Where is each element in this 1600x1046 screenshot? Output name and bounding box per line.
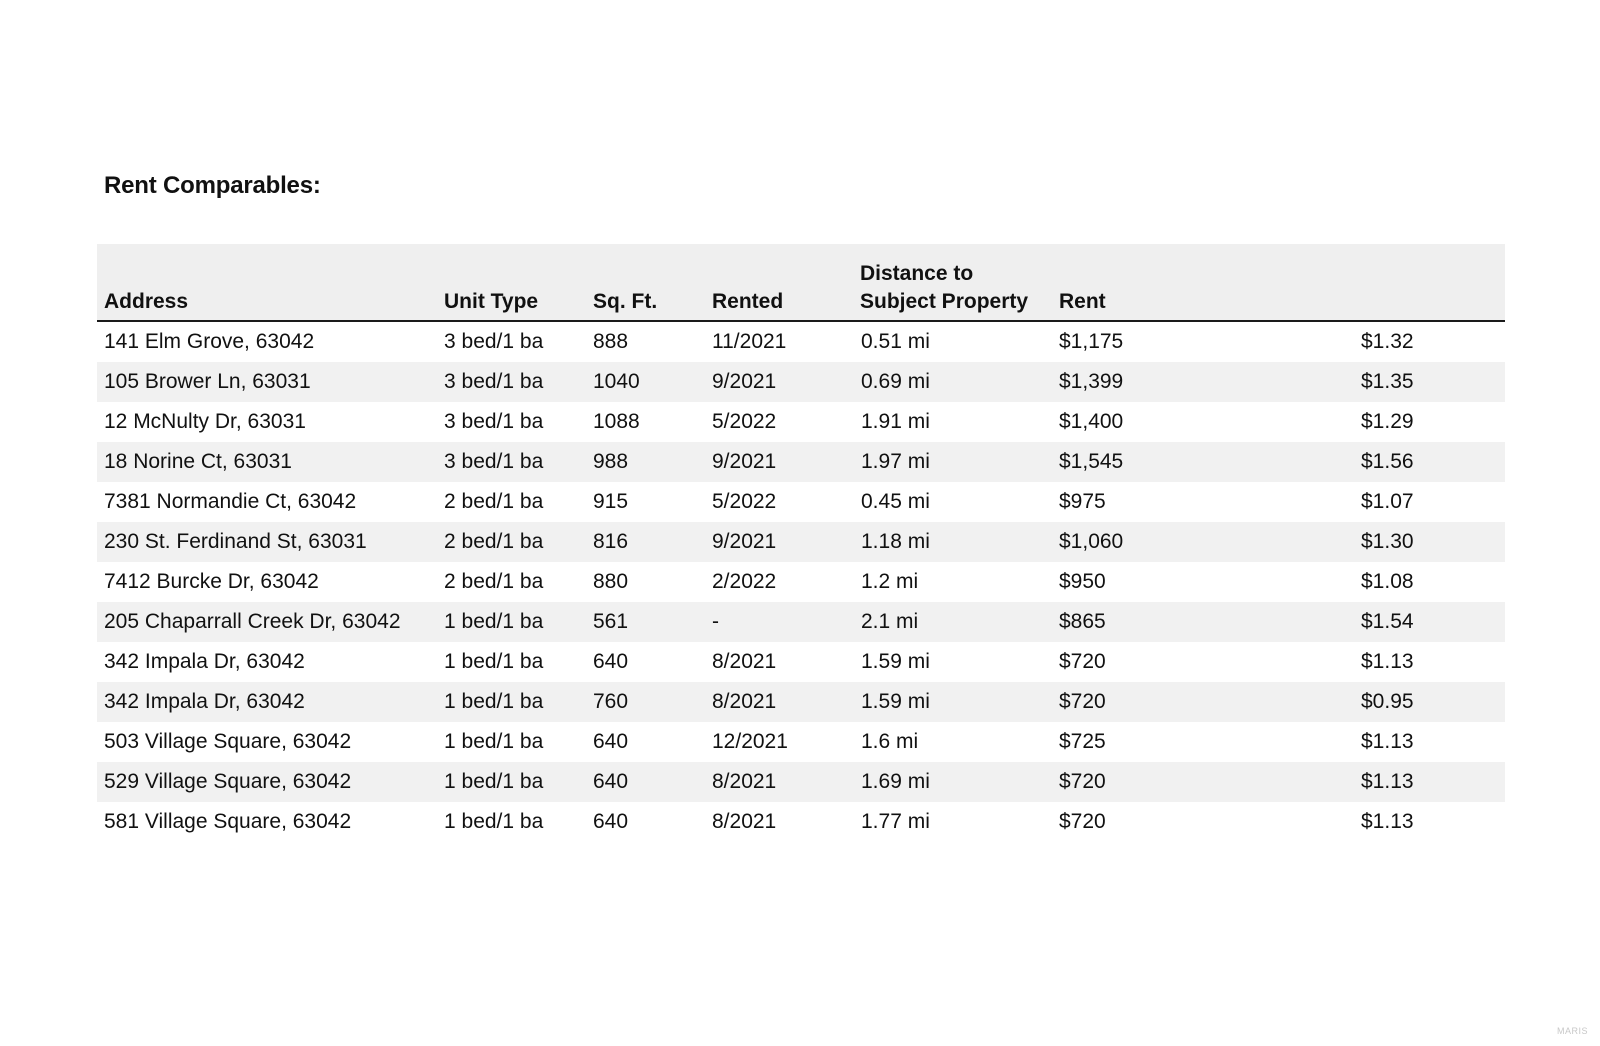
cell-distance: 1.77 mi xyxy=(861,810,930,833)
cell-unit-type: 2 bed/1 ba xyxy=(444,490,544,513)
cell-price-per-sqft: $1.35 xyxy=(1361,370,1414,393)
cell-price-per-sqft: $1.30 xyxy=(1361,530,1414,553)
cell-sqft: 1088 xyxy=(593,410,640,433)
cell-price-per-sqft: $1.54 xyxy=(1361,610,1414,633)
cell-price-per-sqft: $1.07 xyxy=(1361,490,1414,513)
cell-rent: $725 xyxy=(1059,730,1106,753)
cell-price-per-sqft: $0.95 xyxy=(1361,690,1414,713)
cell-sqft: 988 xyxy=(593,450,629,473)
cell-address: 581 Village Square, 63042 xyxy=(104,810,352,833)
cell-unit-type: 3 bed/1 ba xyxy=(444,450,544,473)
cell-price-per-sqft: $1.32 xyxy=(1361,330,1414,353)
cell-rented: 8/2021 xyxy=(712,810,777,833)
cell-price-per-sqft: $1.29 xyxy=(1361,410,1414,433)
cell-rented: 9/2021 xyxy=(712,450,777,473)
header-distance-line2: Subject Property xyxy=(860,290,1029,313)
cell-unit-type: 2 bed/1 ba xyxy=(444,530,544,553)
cell-sqft: 640 xyxy=(593,770,629,793)
cell-price-per-sqft: $1.08 xyxy=(1361,570,1414,593)
cell-rented: 5/2022 xyxy=(712,490,777,513)
watermark: MARIS xyxy=(1556,1026,1588,1036)
cell-address: 342 Impala Dr, 63042 xyxy=(104,690,305,713)
cell-address: 7381 Normandie Ct, 63042 xyxy=(104,490,357,513)
cell-sqft: 816 xyxy=(593,530,629,553)
table-row xyxy=(97,522,1505,562)
cell-unit-type: 3 bed/1 ba xyxy=(444,370,544,393)
cell-unit-type: 1 bed/1 ba xyxy=(444,690,544,713)
table-header xyxy=(97,244,1505,322)
header-sqft: Sq. Ft. xyxy=(593,290,658,313)
table-row xyxy=(97,482,1505,522)
table-row xyxy=(97,402,1505,442)
cell-sqft: 880 xyxy=(593,570,629,593)
cell-rented: 2/2022 xyxy=(712,570,777,593)
cell-rented: 8/2021 xyxy=(712,650,777,673)
cell-rent: $720 xyxy=(1059,650,1106,673)
cell-sqft: 640 xyxy=(593,650,629,673)
cell-address: 205 Chaparrall Creek Dr, 63042 xyxy=(104,610,401,633)
cell-sqft: 640 xyxy=(593,730,629,753)
cell-rent: $1,545 xyxy=(1059,450,1124,473)
table-row xyxy=(97,562,1505,602)
cell-address: 18 Norine Ct, 63031 xyxy=(104,450,292,473)
cell-rent: $1,400 xyxy=(1059,410,1124,433)
page-title: Rent Comparables: xyxy=(104,172,321,199)
table-row xyxy=(97,682,1505,722)
cell-rented: 8/2021 xyxy=(712,690,777,713)
cell-rent: $865 xyxy=(1059,610,1106,633)
cell-distance: 1.2 mi xyxy=(861,570,919,593)
rent-comparables-table xyxy=(97,244,1505,842)
cell-sqft: 888 xyxy=(593,330,629,353)
table-row xyxy=(97,802,1505,842)
table-row xyxy=(97,762,1505,802)
cell-price-per-sqft: $1.13 xyxy=(1361,650,1414,673)
table-row xyxy=(97,602,1505,642)
cell-rented: 8/2021 xyxy=(712,770,777,793)
cell-unit-type: 1 bed/1 ba xyxy=(444,770,544,793)
cell-rented: 9/2021 xyxy=(712,370,777,393)
header-address: Address xyxy=(104,290,189,313)
cell-distance: 1.69 mi xyxy=(861,770,930,793)
header-distance-line1: Distance to xyxy=(860,262,974,285)
cell-rent: $1,060 xyxy=(1059,530,1124,553)
cell-unit-type: 1 bed/1 ba xyxy=(444,810,544,833)
cell-rented: 5/2022 xyxy=(712,410,777,433)
cell-unit-type: 1 bed/1 ba xyxy=(444,730,544,753)
cell-rent: $975 xyxy=(1059,490,1106,513)
cell-distance: 0.69 mi xyxy=(861,370,930,393)
cell-unit-type: 3 bed/1 ba xyxy=(444,330,544,353)
cell-address: 12 McNulty Dr, 63031 xyxy=(104,410,306,433)
header-distance xyxy=(860,260,1060,316)
cell-distance: 0.45 mi xyxy=(861,490,930,513)
table-row xyxy=(97,722,1505,762)
cell-price-per-sqft: $1.13 xyxy=(1361,730,1414,753)
cell-rent: $1,399 xyxy=(1059,370,1124,393)
cell-rented: - xyxy=(712,610,719,633)
cell-address: 105 Brower Ln, 63031 xyxy=(104,370,311,393)
cell-address: 529 Village Square, 63042 xyxy=(104,770,352,793)
cell-sqft: 915 xyxy=(593,490,629,513)
cell-unit-type: 2 bed/1 ba xyxy=(444,570,544,593)
cell-address: 141 Elm Grove, 63042 xyxy=(104,330,315,353)
cell-rent: $720 xyxy=(1059,690,1106,713)
cell-sqft: 561 xyxy=(593,610,629,633)
cell-distance: 1.59 mi xyxy=(861,650,930,673)
cell-distance: 1.18 mi xyxy=(861,530,930,553)
table-row xyxy=(97,362,1505,402)
cell-price-per-sqft: $1.13 xyxy=(1361,810,1414,833)
table-body xyxy=(97,322,1505,842)
table-row xyxy=(97,642,1505,682)
cell-unit-type: 1 bed/1 ba xyxy=(444,650,544,673)
cell-address: 342 Impala Dr, 63042 xyxy=(104,650,305,673)
cell-rent: $720 xyxy=(1059,810,1106,833)
cell-sqft: 640 xyxy=(593,810,629,833)
cell-address: 7412 Burcke Dr, 63042 xyxy=(104,570,319,593)
cell-sqft: 1040 xyxy=(593,370,640,393)
cell-rent: $1,175 xyxy=(1059,330,1124,353)
cell-distance: 0.51 mi xyxy=(861,330,930,353)
header-unit-type: Unit Type xyxy=(444,290,539,313)
cell-distance: 1.6 mi xyxy=(861,730,919,753)
table-row xyxy=(97,322,1505,362)
cell-address: 230 St. Ferdinand St, 63031 xyxy=(104,530,367,553)
header-rented: Rented xyxy=(712,290,784,313)
table-row xyxy=(97,442,1505,482)
cell-sqft: 760 xyxy=(593,690,629,713)
cell-unit-type: 1 bed/1 ba xyxy=(444,610,544,633)
cell-rented: 12/2021 xyxy=(712,730,788,753)
cell-rented: 9/2021 xyxy=(712,530,777,553)
cell-distance: 1.59 mi xyxy=(861,690,930,713)
cell-distance: 2.1 mi xyxy=(861,610,919,633)
cell-rented: 11/2021 xyxy=(712,330,787,353)
cell-distance: 1.91 mi xyxy=(861,410,930,433)
cell-price-per-sqft: $1.13 xyxy=(1361,770,1414,793)
cell-rent: $720 xyxy=(1059,770,1106,793)
header-rent: Rent xyxy=(1059,290,1106,313)
cell-price-per-sqft: $1.56 xyxy=(1361,450,1414,473)
cell-rent: $950 xyxy=(1059,570,1106,593)
cell-unit-type: 3 bed/1 ba xyxy=(444,410,544,433)
cell-address: 503 Village Square, 63042 xyxy=(104,730,352,753)
cell-distance: 1.97 mi xyxy=(861,450,930,473)
